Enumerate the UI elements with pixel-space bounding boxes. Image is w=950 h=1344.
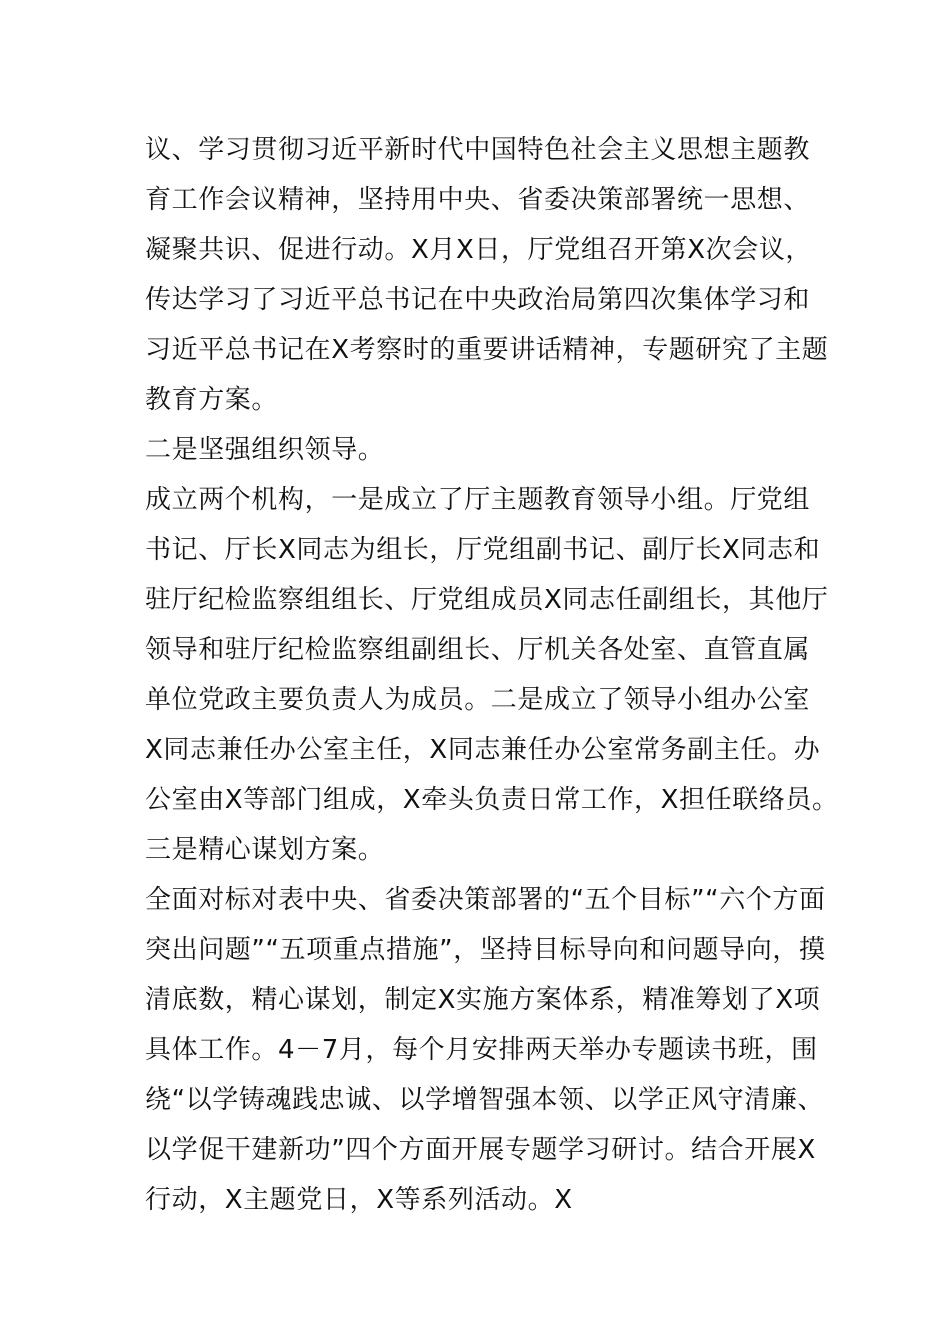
text-line: 公室由X等部门组成，X牵头负责日常工作，X担任联络员。	[145, 785, 839, 815]
text-line: 领导和驻厅纪检监察组副组长、厅机关各处室、直管直属	[145, 635, 811, 665]
text-line: 具体工作。4－7月，每个月安排两天举办专题读书班，围	[145, 1035, 818, 1065]
text-line: 驻厅纪检监察组组长、厅党组成员X同志任副组长，其他厅	[145, 585, 829, 615]
text-line: 习近平总书记在X考察时的重要讲话精神，专题研究了主题	[145, 335, 829, 365]
text-line: 清底数，精心谋划，制定X实施方案体系，精准筹划了X项	[145, 985, 821, 1015]
text-line: 教育方案。	[145, 385, 279, 415]
text-line: 议、学习贯彻习近平新时代中国特色社会主义思想主题教	[145, 135, 811, 165]
text-line: 行动，X主题党日，X等系列活动。X	[145, 1185, 573, 1215]
text-line: 全面对标对表中央、省委决策部署的“五个目标”“六个方面	[145, 885, 826, 915]
text-line: 成立两个机构，一是成立了厅主题教育领导小组。厅党组	[145, 485, 811, 515]
text-line: 绕“以学铸魂践忠诚、以学增智强本领、以学正风守清廉、	[145, 1085, 825, 1115]
text-line: 单位党政主要负责人为成员。二是成立了领导小组办公室	[145, 685, 811, 715]
text-line: 以学促干建新功”四个方面开展专题学习研讨。结合开展X	[145, 1135, 816, 1165]
text-line: X同志兼任办公室主任，X同志兼任办公室常务副主任。办	[145, 735, 821, 765]
text-line: 书记、厅长X同志为组长，厅党组副书记、副厅长X同志和	[145, 535, 821, 565]
text-line: 育工作会议精神，坚持用中央、省委决策部署统一思想、	[145, 185, 811, 215]
text-line: 传达学习了习近平总书记在中央政治局第四次集体学习和	[145, 285, 811, 315]
text-line: 突出问题”“五项重点措施”，坚持目标导向和问题导向，摸	[145, 935, 826, 965]
section-heading: 二是坚强组织领导。	[145, 435, 385, 465]
text-line: 凝聚共识、促进行动。X月X日，厅党组召开第X次会议，	[145, 235, 813, 265]
section-heading: 三是精心谋划方案。	[145, 835, 385, 865]
